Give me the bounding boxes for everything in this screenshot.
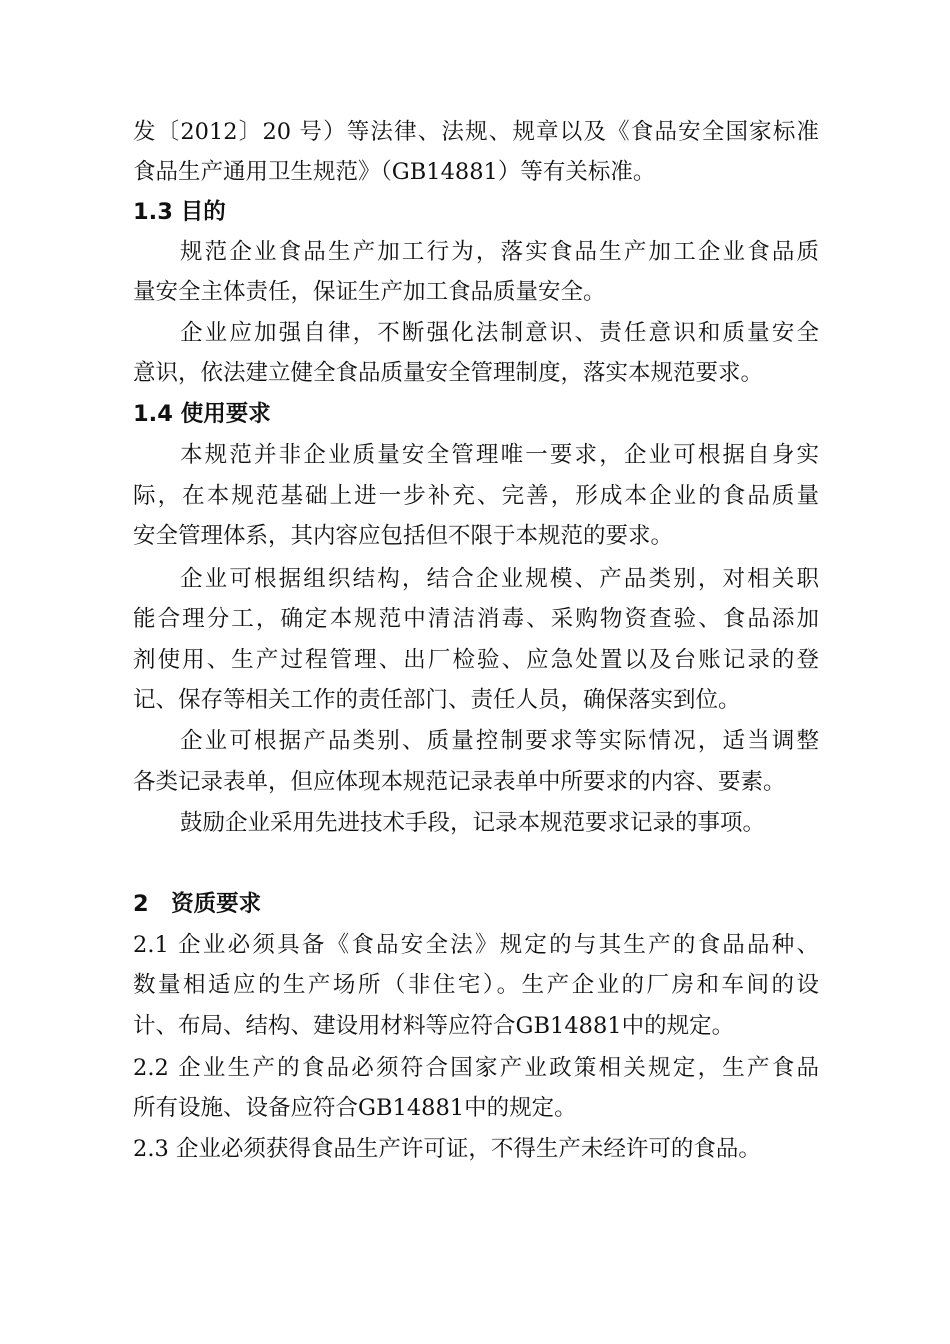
paragraph-line: 鼓励企业采用先进技术手段，记录本规范要求记录的事项。 [180,810,766,836]
paragraph-line: 企业可根据组织结构，结合企业规模、产品类别，对相关职 [180,566,819,592]
paragraph-line: 量安全主体责任，保证生产加工食品质量安全。 [133,279,606,305]
section-heading-1-3: 1.3 目的 [133,199,226,225]
paragraph-line: 企业应加强自律，不断强化法制意识、责任意识和质量安全 [180,320,819,346]
paragraph-line: 所有设施、设备应符合GB14881中的规定。 [133,1095,577,1121]
paragraph-line: 数量相适应的生产场所（非住宅）。生产企业的厂房和车间的设 [133,972,819,998]
paragraph-line: 计、布局、结构、建设用材料等应符合GB14881中的规定。 [133,1013,735,1039]
paragraph-line: 发〔2012〕20 号）等法律、法规、规章以及《食品安全国家标准 [133,119,819,145]
paragraph-line: 能合理分工，确定本规范中清洁消毒、采购物资查验、食品添加 [133,606,819,632]
paragraph-line: 规范企业食品生产加工行为，落实食品生产加工企业食品质 [180,239,819,265]
paragraph-line: 本规范并非企业质量安全管理唯一要求，企业可根据自身实 [180,442,819,468]
paragraph-line: 食品生产通用卫生规范》（GB14881）等有关标准。 [133,159,656,185]
paragraph-line: 意识，依法建立健全食品质量安全管理制度，落实本规范要求。 [133,360,764,386]
paragraph-line: 企业可根据产品类别、质量控制要求等实际情况，适当调整 [180,728,819,754]
section-heading-1-4: 1.4 使用要求 [133,401,271,427]
paragraph-line: 各类记录表单，但应体现本规范记录表单中所要求的内容、要素。 [133,769,786,795]
paragraph-line: 2.1 企业必须具备《食品安全法》规定的与其生产的食品品种、 [133,932,819,958]
paragraph-line: 2.2 企业生产的食品必须符合国家产业政策相关规定，生产食品 [133,1055,819,1081]
paragraph-line: 剂使用、生产过程管理、出厂检验、应急处置以及台账记录的登 [133,647,819,673]
section-heading-2: 2 资质要求 [133,891,262,917]
paragraph-line: 记、保存等相关工作的责任部门、责任人员，确保落实到位。 [133,687,741,713]
paragraph-line: 际，在本规范基础上进一步补充、完善，形成本企业的食品质量 [133,483,819,509]
paragraph-line: 2.3 企业必须获得食品生产许可证，不得生产未经许可的食品。 [133,1136,761,1162]
paragraph-line: 安全管理体系，其内容应包括但不限于本规范的要求。 [133,523,674,549]
